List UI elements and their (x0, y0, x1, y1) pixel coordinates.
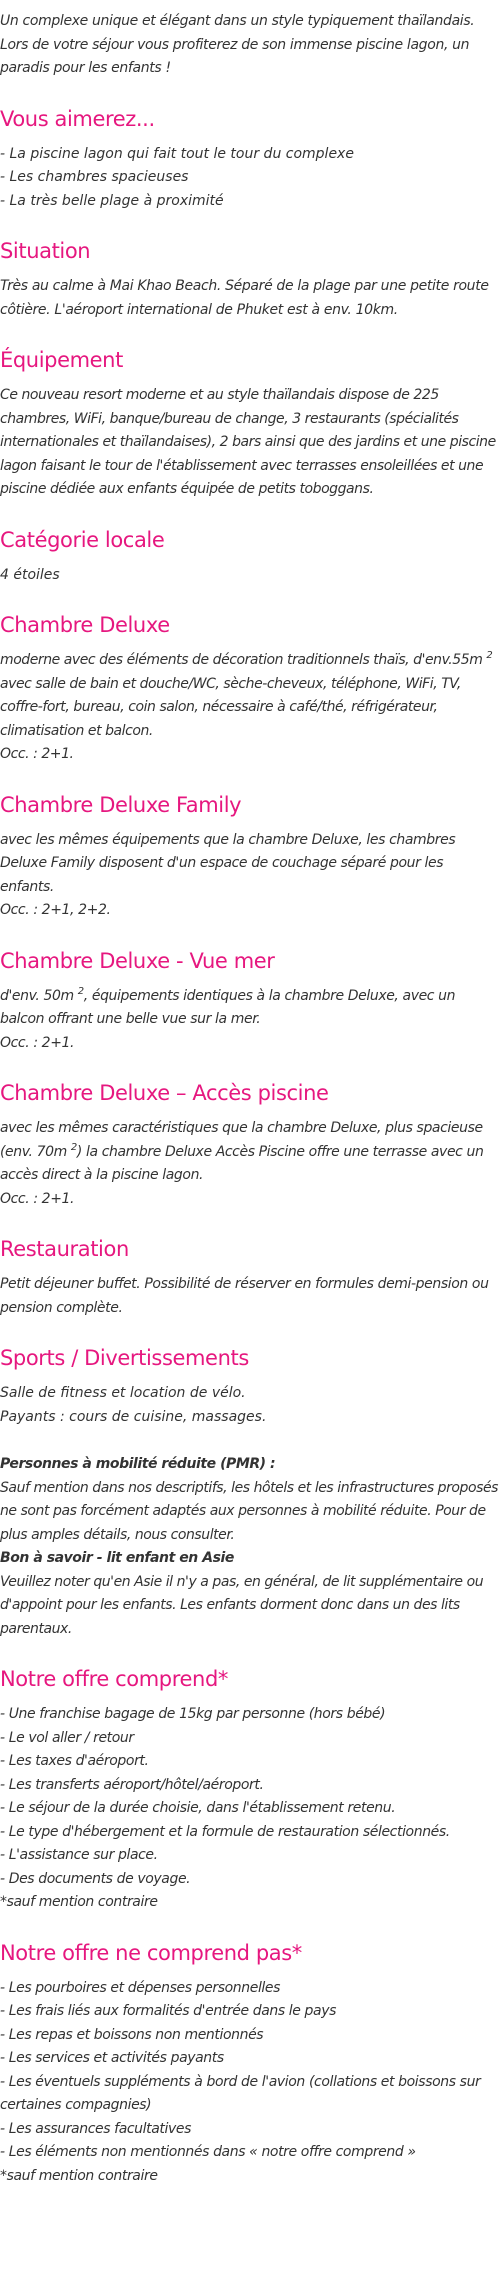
categorie-text: 4 étoiles (0, 566, 60, 583)
sports-text (0, 1382, 500, 1429)
chambre-vue-mer-desc-a: d'env. 50m (0, 987, 78, 1004)
list-item: - Les pourboires et dépenses personnelles (0, 1979, 281, 1996)
list-item: - Les repas et boissons non mentionnés (0, 2026, 264, 2043)
list-item: - Le vol aller / retour (0, 1729, 134, 1746)
list-item: - Le séjour de la durée choisie, dans l'établissement retenu. (0, 1800, 396, 1816)
occupancy: Occ. : 2+1, 2+2. (0, 902, 111, 918)
restauration-text: Petit déjeuner buffet. Possibilité de réserver en formules demi-pension ou pension complète. (0, 1276, 489, 1316)
list-item: - Une franchise bagage de 15kg par personne (hors bébé) (0, 1706, 386, 1722)
list-item: - Le type d'hébergement et la formule de restauration sélectionnés. (0, 1823, 450, 1840)
vous-aimerez-list (0, 143, 500, 214)
chambre-piscine-desc-b: ) la chambre Deluxe Accès Piscine offre une terrasse avec un accès direct à la piscine lagon. (0, 1143, 484, 1183)
section-title-chambre-family: Chambre Deluxe Family (0, 792, 242, 817)
section-title-chambre-piscine: Chambre Deluxe – Accès piscine (0, 1081, 329, 1105)
section-title-situation: Situation (0, 239, 91, 263)
list-item: - Les transferts aéroport/hôtel/aéroport. (0, 1776, 264, 1793)
chambre-deluxe-desc-b: avec salle de bain et douche/WC, sèche-cheveux, téléphone, WiFi, TV, coffre-fort, bureau, coin salon, nécessaire à café/thé, réfrigérateur, climatisation et balcon. (0, 675, 461, 739)
chambre-vue-mer-text (0, 985, 500, 1056)
list-item: - Les chambres spacieuses (0, 169, 189, 185)
section-title-equipement: Équipement (0, 348, 123, 372)
pmr-title: Personnes à mobilité réduite (PMR) : (0, 1456, 276, 1472)
chambre-deluxe-text (0, 649, 500, 767)
list-item: - Les assurances facultatives (0, 2120, 191, 2137)
situation-text: Très au calme à Mai Khao Beach. Séparé de la plage par une petite route côtière. L'aéroport international de Phuket est à env. 10km. (0, 278, 489, 318)
list-item: - Les taxes d'aéroport. (0, 1753, 149, 1769)
occupancy: Occ. : 2+1. (0, 746, 74, 762)
section-title-restauration: Restauration (0, 1237, 129, 1261)
list-item: - Les éventuels suppléments à bord de l'avion (collations et boissons sur certaines compagnies) (0, 2073, 481, 2113)
chambre-deluxe-desc-a: moderne avec des éléments de décoration traditionnels thaïs, d'env.55m (0, 652, 487, 668)
list-item: - La très belle plage à proximité (0, 192, 224, 209)
section-title-vous-aimerez: Vous aimerez... (0, 106, 155, 131)
section-title-sports: Sports / Divertissements (0, 1346, 249, 1370)
section-title-offre-comprend: Notre offre comprend* (0, 1667, 228, 1691)
list-item: - Des documents de voyage. (0, 1870, 191, 1887)
chambre-piscine-desc-a: avec les mêmes caractéristiques que la chambre Deluxe, plus spacieuse (env. 70m (0, 1120, 483, 1160)
section-title-categorie: Catégorie locale (0, 527, 165, 552)
superscript: 2 (70, 1141, 77, 1153)
chambre-family-desc: avec les mêmes équipements que la chambre Deluxe, les chambres Deluxe Family disposent d'un espace de couchage séparé pour les enfants. (0, 831, 456, 895)
section-title-chambre-deluxe: Chambre Deluxe (0, 613, 170, 637)
footnote: *sauf mention contraire (0, 1894, 158, 1910)
sports-line: Salle de fitness et location de vélo. (0, 1385, 246, 1401)
pmr-block (0, 1453, 500, 1641)
occupancy: Occ. : 2+1. (0, 1034, 75, 1051)
list-item: - Les frais liés aux formalités d'entrée dans le pays (0, 2003, 336, 2019)
section-title-offre-ne-comprend: Notre offre ne comprend pas* (0, 1940, 302, 1965)
list-item: - Les éléments non mentionnés dans « notre offre comprend » (0, 2144, 416, 2160)
sports-line: Payants : cours de cuisine, massages. (0, 1408, 267, 1425)
chambre-piscine-text (0, 1117, 500, 1211)
list-item: - L'assistance sur place. (0, 1847, 158, 1863)
superscript: 2 (486, 650, 493, 661)
list-item: - La piscine lagon qui fait tout le tour du complexe (0, 145, 354, 162)
pmr-text: Sauf mention dans nos descriptifs, les hôtels et les infrastructures proposés ne sont pas forcément adaptés aux personnes à mobilité réduite. Pour de plus amples détails, nous consulter. (0, 1479, 498, 1543)
bon-a-savoir-title: Bon à savoir - lit enfant en Asie (0, 1550, 234, 1566)
list-item: - Les services et activités payants (0, 2050, 224, 2066)
superscript: 2 (77, 985, 84, 997)
equipement-text: Ce nouveau resort moderne et au style thaïlandais dispose de 225 chambres, WiFi, banque/bureau de change, 3 restaurants (spécialités internationales et thaïlandaises), 2 bars ainsi que des jardins et une piscine lagon faisant le tour de l'établissement avec terrasses ensoleillées et une piscine dédiée aux enfants équipée de petits toboggans. (0, 387, 496, 497)
offre-comprend-list (0, 1703, 500, 1915)
footnote: *sauf mention contraire (0, 2167, 158, 2184)
chambre-family-text (0, 829, 500, 923)
chambre-vue-mer-desc-b: , équipements identiques à la chambre Deluxe, avec un balcon offrant une belle vue sur la mer. (0, 987, 456, 1027)
intro-text: Un complexe unique et élégant dans un style typiquement thaïlandais. Lors de votre séjour vous profiterez de son immense piscine lagon, un paradis pour les enfants ! (0, 13, 475, 76)
bon-a-savoir-text: Veuillez noter qu'en Asie il n'y a pas, en général, de lit supplémentaire ou d'appoint pour les enfants. Les enfants dorment donc dans un des lits parentaux. (0, 1573, 484, 1637)
occupancy: Occ. : 2+1. (0, 1190, 75, 1207)
section-title-chambre-vue-mer: Chambre Deluxe - Vue mer (0, 948, 275, 973)
offre-ne-comprend-list (0, 1977, 500, 2189)
